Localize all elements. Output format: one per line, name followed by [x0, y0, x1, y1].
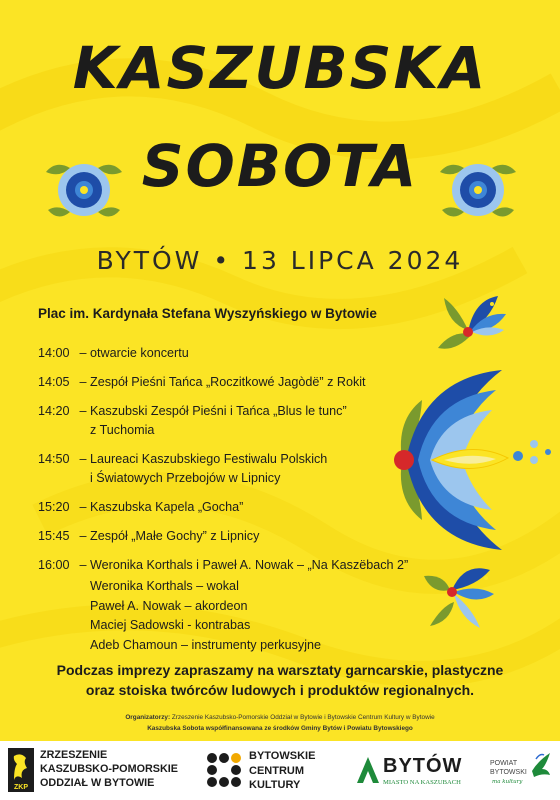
powiat-line1: POWIAT	[490, 760, 518, 767]
performer-line: Weronika Korthals – wokal	[90, 579, 239, 593]
event-description: Zespół Pieśni Tańca „Roczitkowé Jagòdë” z Rokit	[90, 375, 366, 389]
schedule-item	[38, 498, 418, 517]
schedule-item	[38, 402, 418, 440]
event-description	[90, 402, 418, 440]
event-dash: –	[79, 500, 87, 514]
sponsor-footer	[0, 741, 560, 800]
title-line2: SOBOTA	[141, 132, 419, 200]
event-time: 14:20	[38, 404, 70, 418]
powiat-bird-icon	[530, 751, 552, 781]
schedule-item	[38, 344, 418, 363]
bytow-name: BYTÓW	[383, 755, 463, 777]
event-description: otwarcie koncertu	[90, 346, 189, 360]
bck-line1: BYTOWSKIE	[249, 750, 316, 762]
organizers-text: Zrzeszenie Kaszubsko-Pomorskie Oddział w Bytowie i Bytowskie Centrum Kultury w Bytowie	[170, 714, 435, 721]
schedule-item	[38, 373, 418, 392]
powiat-logo	[490, 741, 556, 800]
zkp-line2: KASZUBSKO-POMORSKIE	[40, 763, 178, 775]
event-description: Zespół „Małe Gochy” z Lipnicy	[90, 529, 260, 543]
event-date: BYTÓW • 13 LIPCA 2024	[96, 246, 464, 275]
title-line1: KASZUBSKA	[72, 34, 488, 102]
right-flower-icon	[432, 150, 524, 228]
event-time: 15:45	[38, 529, 70, 543]
event-description	[90, 450, 418, 488]
event-description-line1: Laureaci Kaszubskiego Festiwalu Polskich	[90, 452, 328, 466]
event-description-line2: z Tuchomia	[90, 423, 155, 437]
event-time: 16:00	[38, 558, 70, 572]
bck-dots-icon	[205, 751, 243, 789]
bytow-tagline: MIASTO NA KASZUBACH	[383, 779, 461, 786]
funding-text: Kaszubska Sobota współfinansowana ze środków Gminy Bytów i Powiatu Bytowskiego	[147, 725, 413, 732]
bck-line2: CENTRUM	[249, 764, 304, 777]
bytow-emblem-icon	[355, 753, 381, 785]
event-description: Weronika Korthals i Paweł A. Nowak – „Na Kaszëbach 2”	[90, 558, 409, 572]
top-tulip-icon	[428, 290, 518, 360]
powiat-tagline: ma kultury	[492, 779, 523, 785]
event-description-line1: Kaszubski Zespół Pieśni i Tańca „Blus le tunc”	[90, 404, 347, 418]
event-dash: –	[79, 346, 87, 360]
event-dash: –	[79, 404, 87, 418]
event-description-line2: i Światowych Przebojów w Lipnicy	[90, 471, 281, 485]
performer-line: Maciej Sadowski - kontrabas	[90, 618, 251, 632]
schedule-item	[38, 556, 418, 575]
event-dash: –	[79, 529, 87, 543]
organizers-label: Organizatorzy:	[125, 714, 171, 721]
zkp-griffin-icon	[8, 748, 34, 792]
event-dash: –	[79, 375, 87, 389]
bottom-tulip-icon	[410, 556, 506, 636]
bck-line3: KULTURY	[249, 779, 301, 791]
organizers	[0, 712, 560, 734]
venue: Plac im. Kardynała Stefana Wyszyńskiego w Bytowie	[38, 306, 377, 321]
zkp-logo	[8, 741, 193, 800]
performer-line: Adeb Chamoun – instrumenty perkusyjne	[90, 637, 322, 652]
note-line2: oraz stoiska twórców ludowych i produktów regionalnych.	[85, 682, 475, 698]
performer-line: Paweł A. Nowak – akordeon	[90, 598, 248, 613]
event-description: Kaszubska Kapela „Gocha”	[90, 500, 244, 514]
workshops-note	[0, 660, 560, 700]
event-dash: –	[79, 452, 87, 466]
left-flower-icon	[38, 150, 130, 228]
schedule-item	[38, 450, 418, 488]
event-time: 14:05	[38, 375, 70, 389]
note-line1: Podczas imprezy zapraszamy na warsztaty garncarskie, plastyczne	[56, 662, 504, 678]
zkp-abbr: ZKP	[14, 784, 28, 791]
event-time: 14:50	[38, 452, 70, 466]
event-time: 15:20	[38, 500, 70, 514]
bytow-logo	[355, 741, 465, 800]
bck-logo	[205, 741, 335, 800]
schedule-item	[38, 527, 418, 546]
event-time: 14:00	[38, 346, 70, 360]
zkp-line3: ODDZIAŁ W BYTOWIE	[40, 777, 155, 789]
powiat-line2: BYTOWSKI	[490, 769, 527, 776]
zkp-line1: ZRZESZENIE	[40, 749, 108, 761]
schedule	[38, 344, 418, 655]
event-dash: –	[79, 558, 87, 572]
